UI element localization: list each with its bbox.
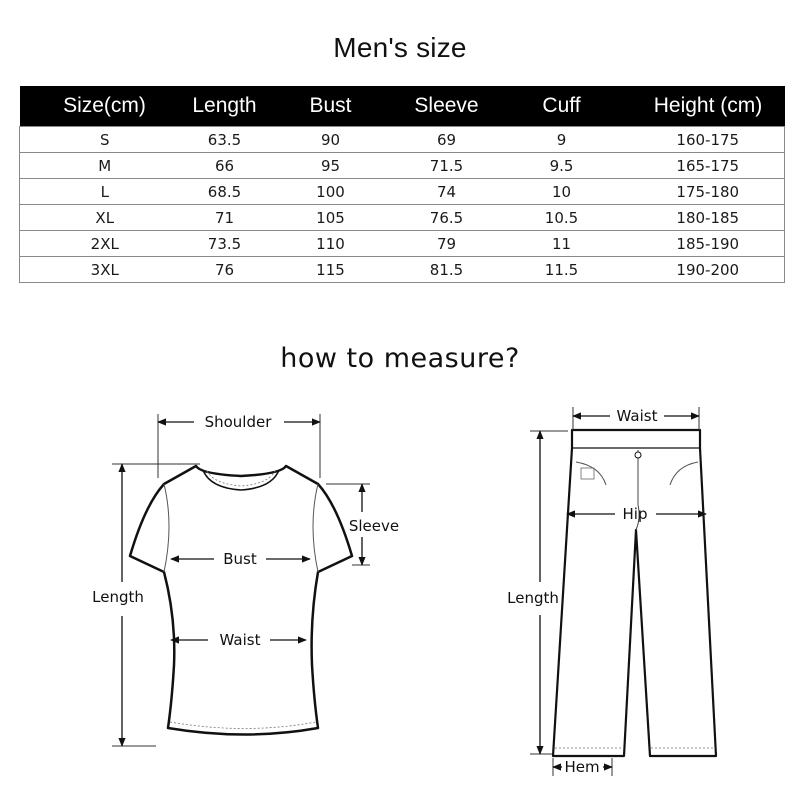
hem-label: Hem xyxy=(564,758,600,776)
page-title: Men's size xyxy=(333,32,467,63)
header-cell: Length xyxy=(190,86,260,127)
tshirt-diagram xyxy=(92,413,399,746)
bust-label: Bust xyxy=(223,550,257,568)
table-cell: 95 xyxy=(260,153,402,179)
shoulder-label: Shoulder xyxy=(204,413,272,431)
table-cell: 165-175 xyxy=(632,153,785,179)
table-cell: 105 xyxy=(260,205,402,231)
table-cell: 9.5 xyxy=(492,153,632,179)
table-cell: 90 xyxy=(260,127,402,153)
pants-button xyxy=(635,452,641,458)
measure-title: how to measure? xyxy=(280,343,520,374)
table-cell: 190-200 xyxy=(632,257,785,283)
table-cell: 68.5 xyxy=(190,179,260,205)
table-cell: 74 xyxy=(402,179,492,205)
header-cell: Size(cm) xyxy=(20,86,190,127)
table-cell: 115 xyxy=(260,257,402,283)
sleeve-label: Sleeve xyxy=(348,517,400,535)
table-cell: 9 xyxy=(492,127,632,153)
table-cell: 76.5 xyxy=(402,205,492,231)
pants-outline xyxy=(553,430,716,756)
header-cell: Cuff xyxy=(492,86,632,127)
table-cell: 175-180 xyxy=(632,179,785,205)
table-cell: 160-175 xyxy=(632,127,785,153)
table-cell: M xyxy=(20,153,190,179)
table-cell: 73.5 xyxy=(190,231,260,257)
table-cell: 79 xyxy=(402,231,492,257)
table-cell: 71 xyxy=(190,205,260,231)
tshirt-outline xyxy=(130,466,352,735)
table-cell: 10 xyxy=(492,179,632,205)
table-cell: S xyxy=(20,127,190,153)
table-cell: 11 xyxy=(492,231,632,257)
header-cell: Sleeve xyxy=(402,86,492,127)
header-cell: Bust xyxy=(260,86,402,127)
table-cell: 3XL xyxy=(20,257,190,283)
table-cell: 69 xyxy=(402,127,492,153)
table-cell: 81.5 xyxy=(402,257,492,283)
pants-length-label: Length xyxy=(507,589,559,607)
shirt-length-label: Length xyxy=(92,588,144,606)
table-cell: XL xyxy=(20,205,190,231)
header-cell: Height (cm) xyxy=(632,86,785,127)
table-cell: L xyxy=(20,179,190,205)
shirt-waist-label: Waist xyxy=(219,631,261,649)
pants-diagram xyxy=(507,407,716,776)
table-cell: 180-185 xyxy=(632,205,785,231)
table-cell: 10.5 xyxy=(492,205,632,231)
table-cell: 110 xyxy=(260,231,402,257)
pants-waist-label: Waist xyxy=(616,407,658,425)
table-cell: 2XL xyxy=(20,231,190,257)
table-cell: 185-190 xyxy=(632,231,785,257)
table-cell: 63.5 xyxy=(190,127,260,153)
table-cell: 76 xyxy=(190,257,260,283)
hip-label: Hip xyxy=(622,505,648,523)
table-cell: 11.5 xyxy=(492,257,632,283)
table-cell: 71.5 xyxy=(402,153,492,179)
table-cell: 100 xyxy=(260,179,402,205)
table-cell: 66 xyxy=(190,153,260,179)
